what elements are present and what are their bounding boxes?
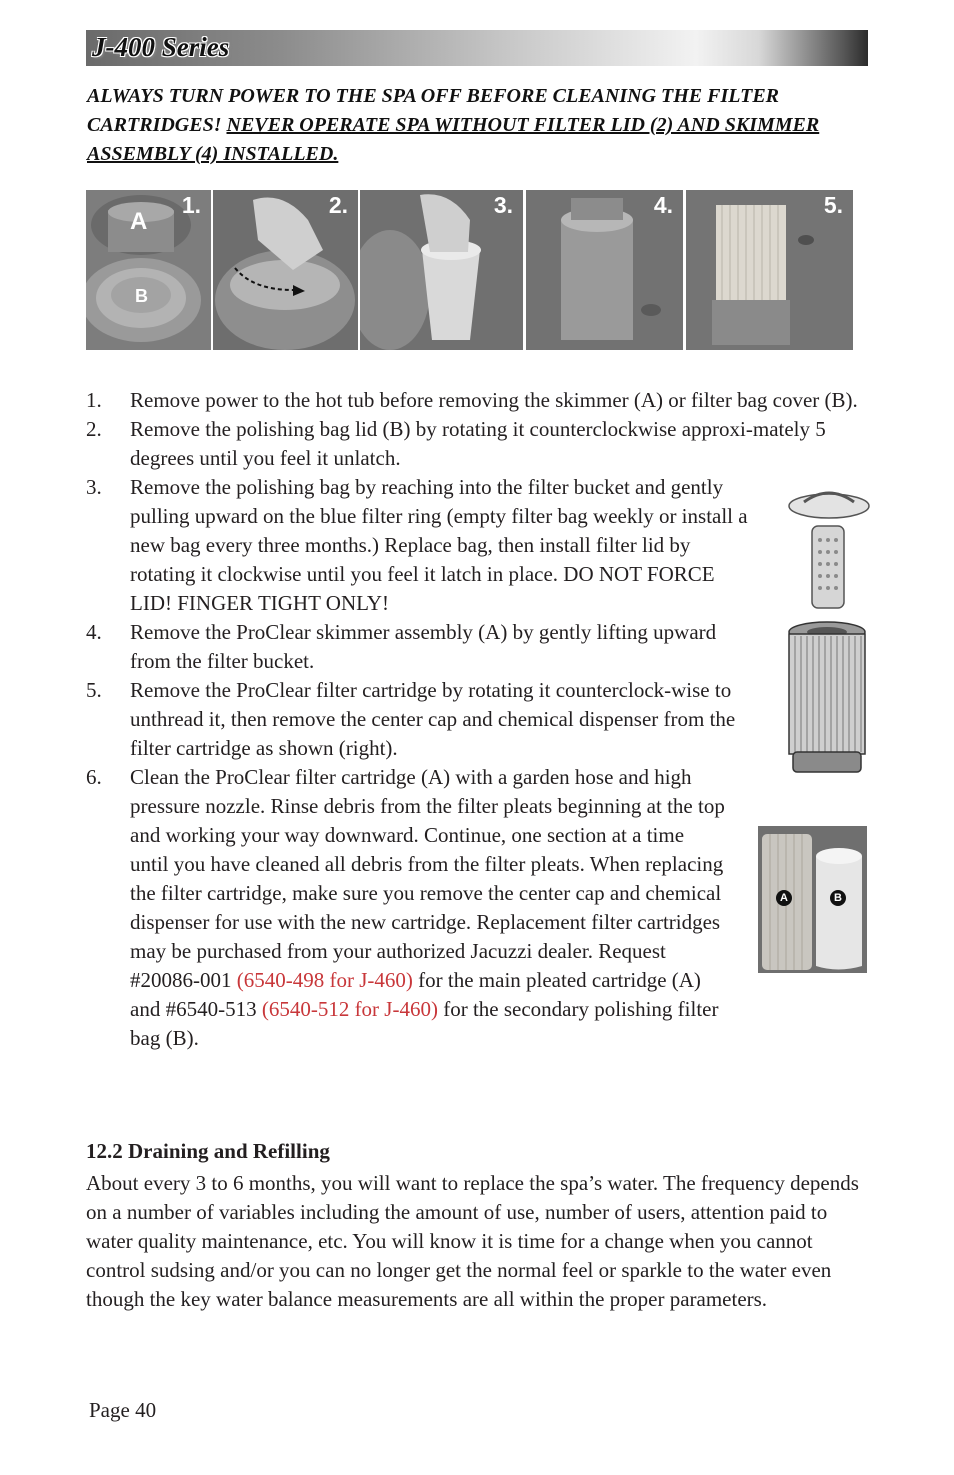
step-photo-strip	[86, 190, 853, 350]
label-a: A	[776, 890, 792, 906]
list-item	[86, 473, 866, 618]
step-photo-5	[686, 190, 853, 350]
label-b: B	[830, 890, 846, 906]
step-text: Clean the ProClear filter cartridge (A) with a garden hose and high pressure nozzle. Rinse debris from the filter pleats beginning at the top and working your way downward. Continue, one section at a time until you have cleaned all debris from the filter pleats. When replacing the filter cartridge, make sure you remove the center cap and chemical dispenser for use with the new cartridge. Replacement filter cartridges may be purchased from your authorized Jacuzzi dealer. Request #20086-001	[130, 765, 725, 992]
step-number: 2.	[86, 417, 102, 441]
section-heading: 12.2 Draining and Refilling	[86, 1139, 330, 1163]
label-b: B	[135, 286, 148, 306]
list-item	[86, 763, 866, 1053]
warning-underlined: NEVER OPERATE SPA WITHOUT FILTER LID (2) AND SKIMMER ASSEMBLY (4) INSTALLED.	[87, 114, 820, 165]
step-number-1: 1.	[181, 192, 201, 218]
j460-bag-part-number: (6540-512 for J-460)	[261, 997, 438, 1021]
instruction-steps	[86, 386, 866, 1053]
cartridge-and-bag-photo	[758, 826, 867, 973]
header-bar	[86, 30, 868, 66]
warning-lead: ALWAYS TURN POWER TO THE SPA OFF BEFORE CLEANING THE FILTER CARTRIDGES!	[87, 85, 780, 136]
step-photo-1	[86, 190, 211, 350]
list-item	[86, 676, 866, 763]
step-number: 5.	[86, 678, 102, 702]
step-photo-4	[526, 190, 683, 350]
page-number: Page 40	[89, 1398, 157, 1422]
step-text: for the main pleated cartridge (A) and #6540-513	[130, 968, 701, 1021]
step-number-5: 5.	[823, 192, 843, 218]
section-body: About every 3 to 6 months, you will want to replace the spa’s water. The frequency depends on a number of variables including the amount of use, number of users, attention paid to water quality maintenance, etc. You will know it is time for a change when you cannot control sudsing and/or you can no longer get the normal feel or sparkle to the water even though the key water balance measurements are all within the proper parameters.	[86, 1171, 859, 1311]
step-photo-2	[213, 190, 358, 350]
list-item	[86, 386, 866, 415]
step-text: Remove power to the hot tub before removing the skimmer (A) or filter bag cover (B).	[130, 388, 858, 412]
safety-warning	[87, 82, 857, 169]
step-text: Remove the polishing bag lid (B) by rotating it counterclockwise approxi-mately 5 degrees until you feel it unlatch.	[130, 417, 826, 470]
step-number: 4.	[86, 620, 102, 644]
step-number-4: 4.	[653, 192, 673, 218]
j460-cartridge-part-number: (6540-498 for J-460)	[236, 968, 413, 992]
list-item	[86, 618, 866, 676]
step-number-3: 3.	[493, 192, 513, 218]
step-number: 1.	[86, 388, 102, 412]
step-text: Remove the polishing bag by reaching into the filter bucket and gently pulling upward on the blue filter ring (empty filter bag weekly or install a new bag every three months.) Replace bag, then install filter lid by rotating it clockwise until you feel it latch in place. DO NOT FORCE LID! FINGER TIGHT ONLY!	[130, 475, 748, 615]
step-text: for the secondary polishing filter bag (B).	[130, 997, 719, 1050]
step-text: Remove the ProClear skimmer assembly (A) by gently lifting upward from the filter bucket.	[130, 620, 717, 673]
list-item	[86, 415, 866, 473]
cartridge-and-bag-image	[758, 826, 867, 973]
header-title: J-400 Series	[92, 32, 230, 62]
step-number: 6.	[86, 765, 102, 789]
step-number: 3.	[86, 475, 102, 499]
label-a: A	[130, 208, 148, 235]
step-photo-3	[360, 190, 523, 350]
filter-parts-illustration	[784, 484, 884, 784]
step-text: Remove the ProClear filter cartridge by rotating it counterclock-wise to unthread it, then remove the center cap and chemical dispenser from the filter cartridge as shown (right).	[130, 678, 736, 760]
step-number-2: 2.	[328, 192, 348, 218]
